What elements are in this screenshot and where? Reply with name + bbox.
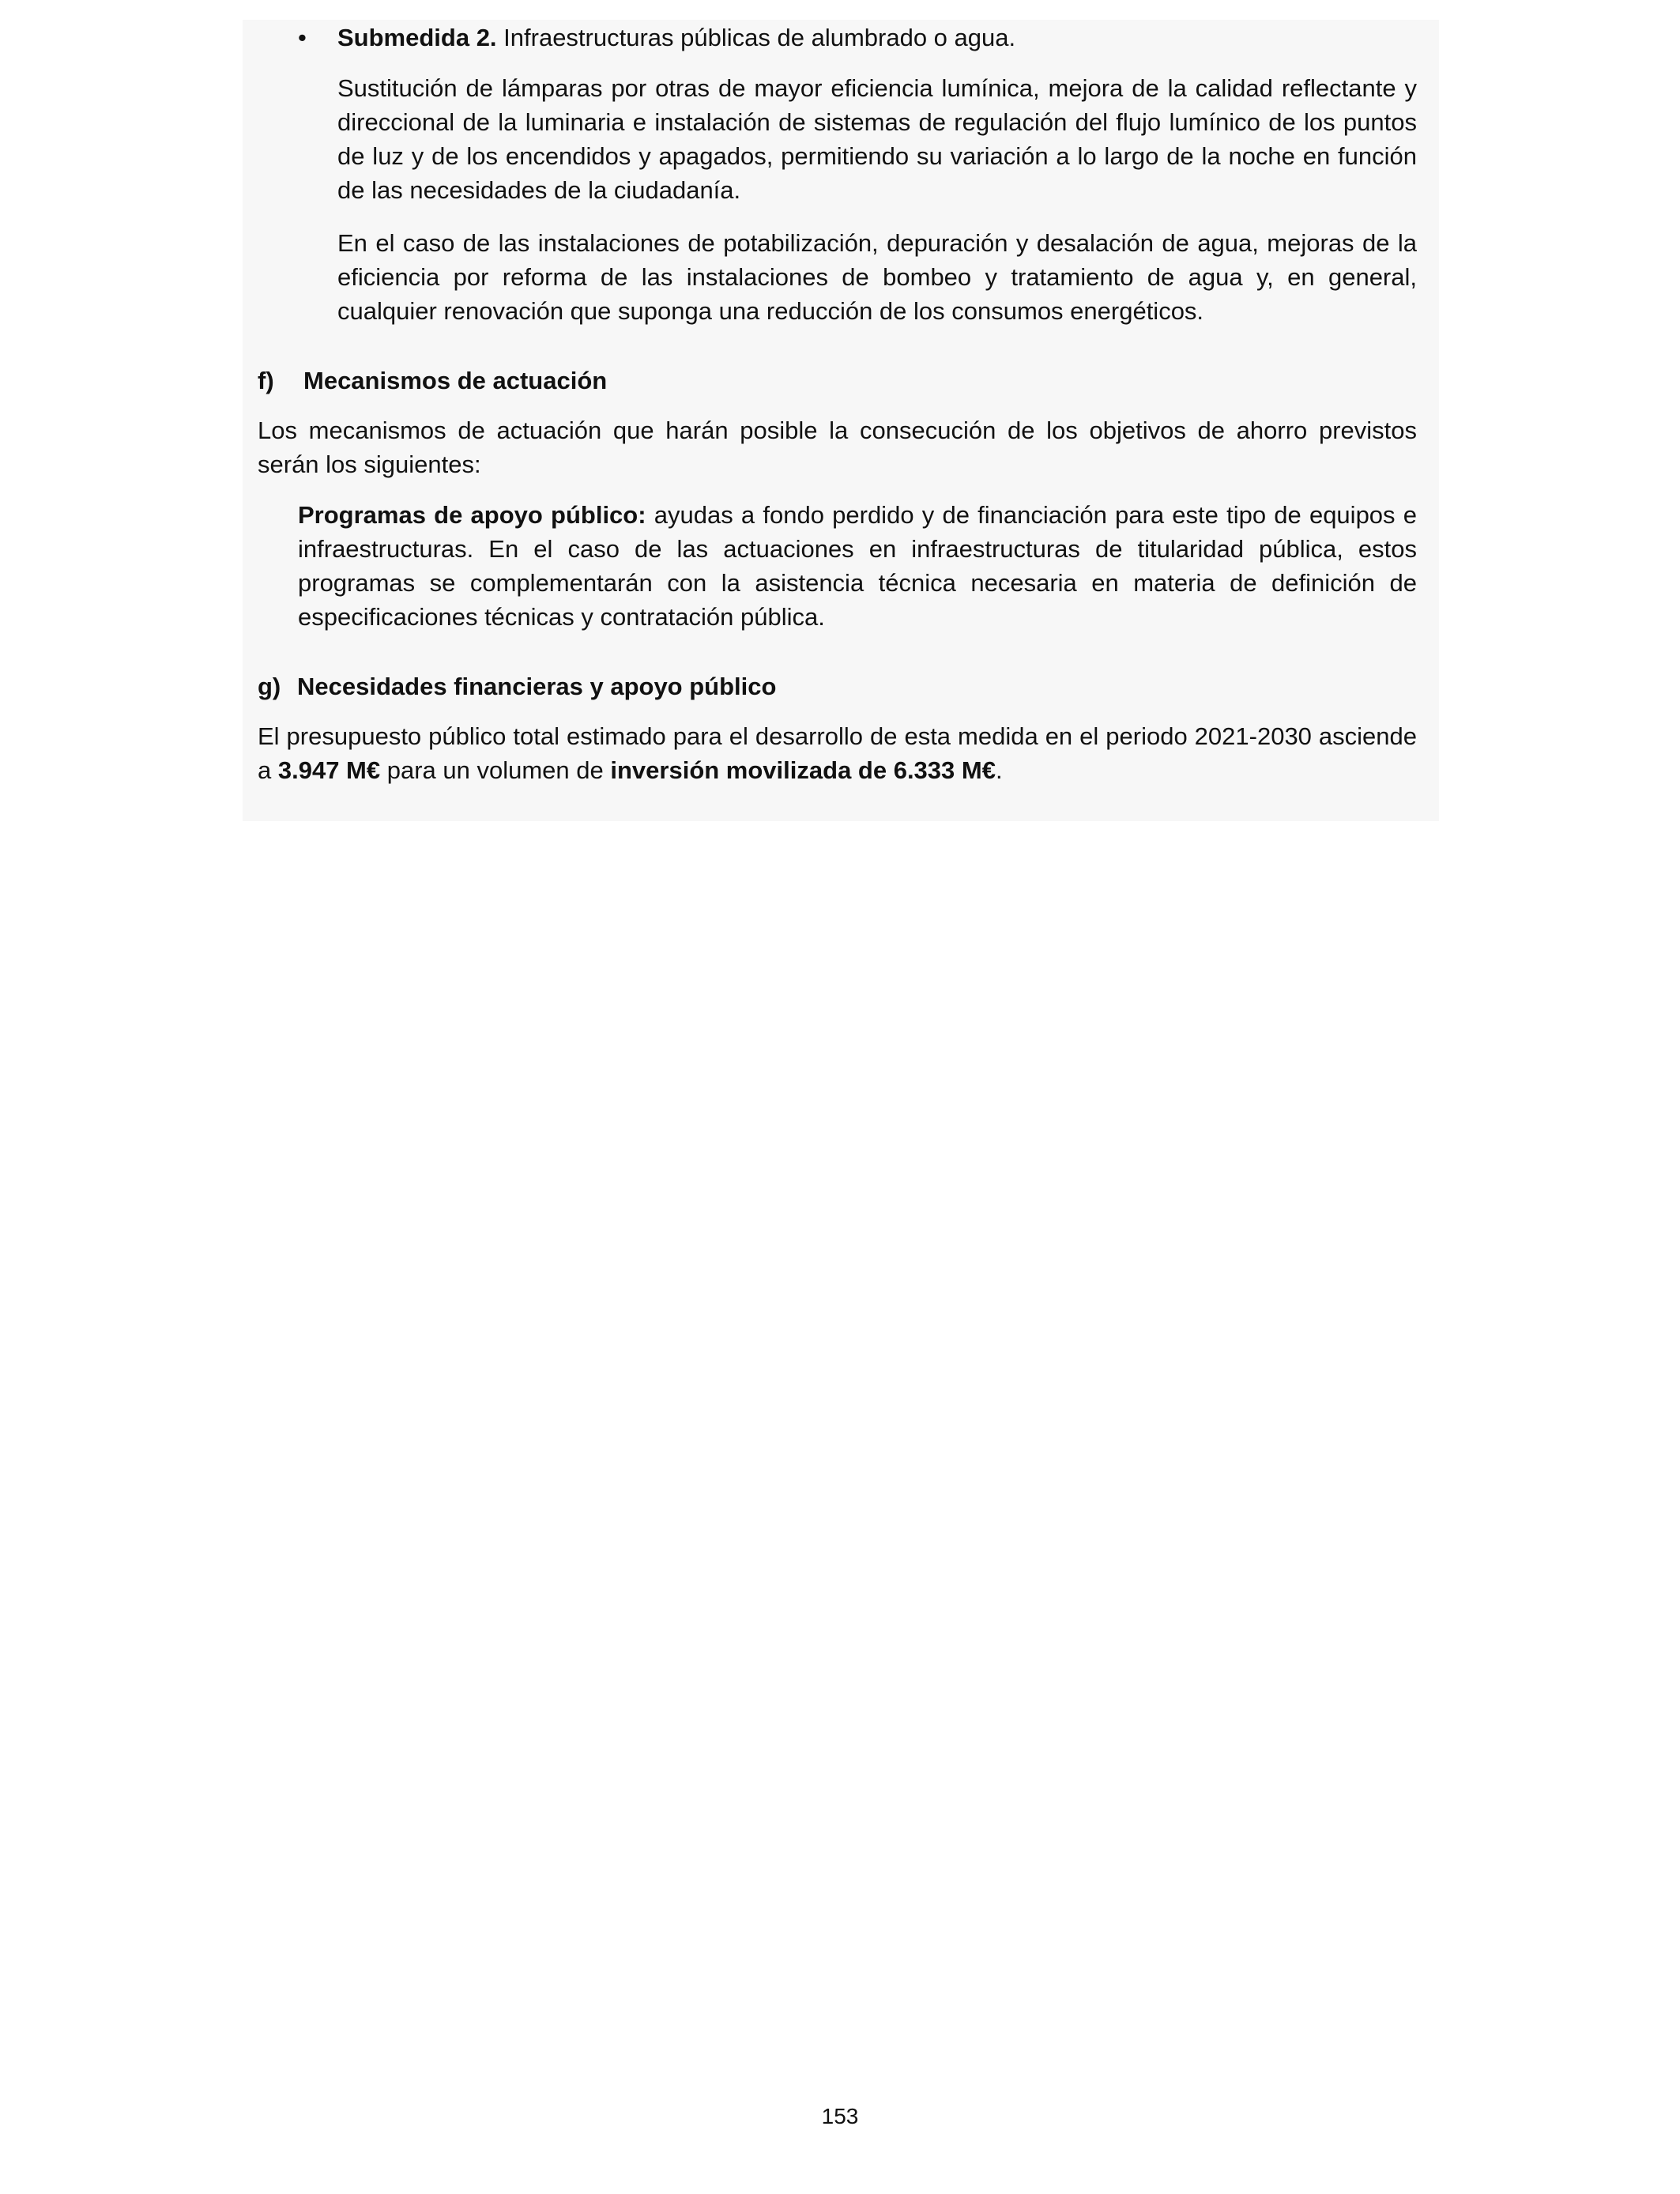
paragraph-text: En el caso de las instalaciones de potabilización, depuración y desalación de agua, mejoras de la eficiencia por reforma de las instalaciones de bombeo y tratamiento de agua y, en general, cualquier renovación que suponga una reducción de los consumos energéticos. xyxy=(337,229,1417,325)
budget-text-part2: para un volumen de xyxy=(380,756,611,784)
program-label: Programas de apoyo público: xyxy=(298,501,646,529)
paragraph-text: Sustitución de lámparas por otras de mayor eficiencia lumínica, mejora de la calidad reflectante y direccional de la luminaria e instalación de sistemas de regulación del flujo lumínico de los puntos de luz y de los encendidos y apagados, permitiendo su variación a lo largo de la noche en función de las necesidades de la ciudadanía. xyxy=(337,74,1417,204)
paragraph-text xyxy=(258,719,1417,787)
submedida-title-line xyxy=(337,21,1015,55)
submedida-title: Infraestructuras públicas de alumbrado o agua. xyxy=(496,24,1016,51)
section-f-title: Mecanismos de actuación xyxy=(303,367,608,394)
section-f-marker: f) xyxy=(258,367,274,394)
submedida-paragraph-lighting xyxy=(337,71,1417,207)
section-f-heading xyxy=(258,364,607,398)
section-g-title: Necesidades financieras y apoyo público xyxy=(297,673,777,700)
section-g-heading xyxy=(258,669,776,703)
bullet-icon: • xyxy=(298,24,307,51)
investment-amount: inversión movilizada de 6.333 M€ xyxy=(610,756,996,784)
section-f-program-paragraph xyxy=(298,498,1417,634)
budget-text-part3: . xyxy=(995,756,1003,784)
submedida-label: Submedida 2. xyxy=(337,24,497,51)
budget-amount: 3.947 M€ xyxy=(277,756,381,784)
program-text: ayudas a fondo perdido y de financiación para este tipo de equipos e infraestructuras. En el caso de las actuaciones en infraestructuras de titularidad pública, estos programas se complementarán con la asistencia técnica necesaria en materia de definición de especificaciones técnicas y contratación pública. xyxy=(298,501,1417,631)
page-number: 153 xyxy=(821,2104,859,2128)
paragraph-text xyxy=(298,498,1417,634)
paragraph-text: Los mecanismos de actuación que harán posible la consecución de los objetivos de ahorro previstos serán los siguientes: xyxy=(258,417,1417,478)
section-g-paragraph xyxy=(258,719,1417,787)
submedida-paragraph-water xyxy=(337,226,1417,328)
section-g-marker: g) xyxy=(258,673,281,700)
budget-text-part1: El presupuesto público total estimado para el desarrollo de esta medida en el periodo 2021-2030 asciende a xyxy=(258,722,1417,784)
section-f-intro xyxy=(258,413,1417,481)
